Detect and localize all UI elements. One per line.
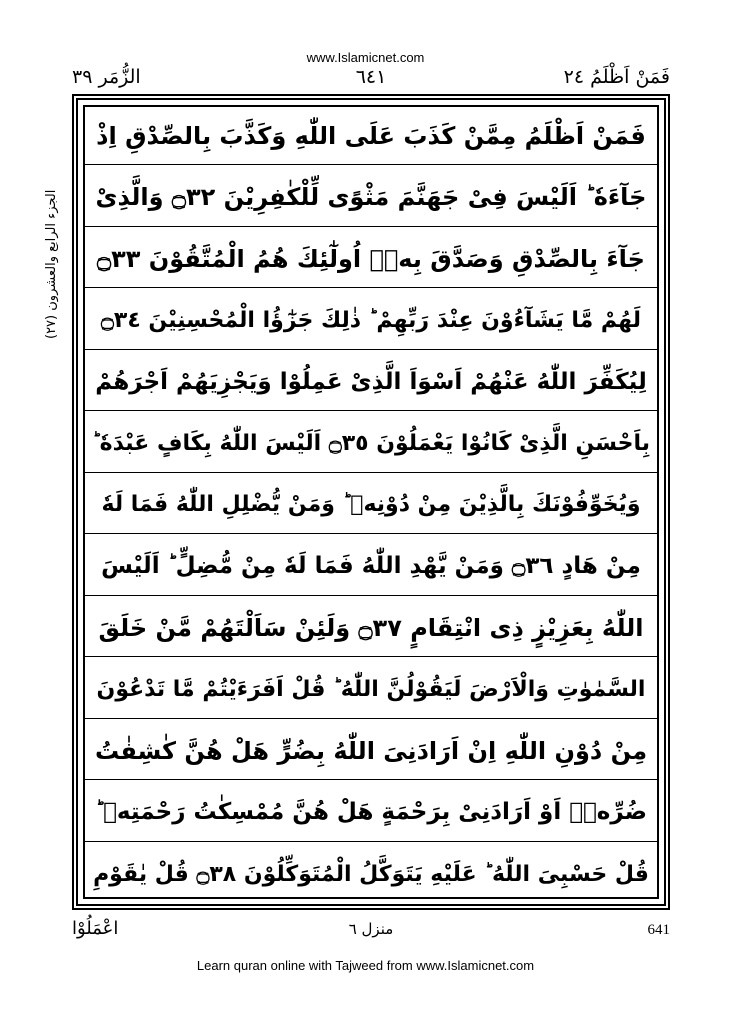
verse-text: لِيُكَفِّرَ اللّٰهُ عَنْهُمْ اَسْوَاَ الَّذِىْ عَمِلُوْا وَيَجْزِيَهُمْ اَجْرَهُمْ [95, 368, 647, 395]
verse-text: جَآءَ بِالصِّدْقِ وَصَدَّقَ بِهٖۤ اُولٰٓئِكَ هُمُ الْمُتَّقُوْنَ ۝٣٣ [97, 244, 645, 273]
verse-text: السَّمٰوٰتِ وَالْاَرْضَ لَيَقُوْلُنَّ اللّٰهُ ؕ قُلْ اَفَرَءَيْتُمْ مَّا تَدْعُوْنَ [96, 676, 646, 702]
verse-text: وَيُخَوِّفُوْنَكَ بِالَّذِيْنَ مِنْ دُوْنِهٖ ؕ وَمَنْ يُّضْلِلِ اللّٰهُ فَمَا لَهٗ [101, 492, 641, 517]
verse-line [85, 599, 657, 657]
verse-line [85, 661, 657, 719]
verse-line [85, 538, 657, 596]
verse-text: مِنْ دُوْنِ اللّٰهِ اِنْ اَرَادَنِىَ اللّٰهُ بِضُرٍّ هَلْ هُنَّ كٰشِفٰتُ [94, 736, 648, 765]
verse-line [85, 230, 657, 288]
page-number: 641 [647, 922, 670, 938]
verse-text: بِاَحْسَنِ الَّذِىْ كَانُوْا يَعْمَلُوْنَ ۝٣٥ اَلَيْسَ اللّٰهُ بِكَافٍ عَبْدَهٗ ؕ [91, 430, 651, 456]
verse-line [85, 169, 657, 227]
page-footer [72, 918, 670, 944]
verse-line [85, 353, 657, 411]
verse-text: اللّٰهُ بِعَزِيْزٍ ذِى انْتِقَامٍ ۝٣٧ وَلَئِنْ سَاَلْتَهُمْ مَّنْ خَلَقَ [98, 613, 644, 642]
verse-text: فَمَنْ اَظْلَمُ مِمَّنْ كَذَبَ عَلَى اللّٰهِ وَكَذَّبَ بِالصِّدْقِ اِذْ [96, 121, 646, 150]
text-area [83, 105, 659, 899]
verse-text: ضُرِّهٖۤ اَوْ اَرَادَنِىْ بِرَحْمَةٍ هَلْ هُنَّ مُمْسِكٰتُ رَحْمَتِهٖ ؕ [95, 799, 647, 825]
juz-name: فَمَنْ اَظْلَمُ ٢٤ [563, 66, 670, 88]
site-url[interactable]: www.Islamicnet.com [306, 50, 425, 65]
verse-text: مِنْ هَادٍ ۝٣٦ وَمَنْ يَّهْدِ اللّٰهُ فَمَا لَهٗ مِنْ مُّضِلٍّ ؕ اَلَيْسَ [101, 553, 641, 579]
catchword: اعْمَلُوْا [72, 918, 119, 939]
page-frame [72, 94, 670, 910]
verse-line [85, 845, 657, 903]
verse-text: جَآءَهٗ ؕ اَلَيْسَ فِىْ جَهَنَّمَ مَثْوًى لِّلْكٰفِرِيْنَ ۝٣٢ وَالَّذِىْ [95, 183, 647, 211]
bottom-promo-text[interactable]: Learn quran online with Tajweed from www.Islamicnet.com [196, 958, 535, 973]
verse-line [85, 784, 657, 842]
verse-line [85, 415, 657, 473]
verse-line [85, 722, 657, 780]
verse-line [85, 292, 657, 350]
page-header [72, 66, 670, 92]
verse-line [85, 107, 657, 165]
manzil-label: منزل ٦ [348, 920, 394, 938]
verse-text: لَهُمْ مَّا يَشَآءُوْنَ عِنْدَ رَبِّهِمْ ؕ ذٰلِكَ جَزٰٓؤُا الْمُحْسِنِيْنَ ۝٣٤ [101, 307, 641, 333]
verse-text: قُلْ حَسْبِىَ اللّٰهُ ؕ عَلَيْهِ يَتَوَكَّلُ الْمُتَوَكِّلُوْنَ ۝٣٨ قُلْ يٰقَوْمِ [93, 861, 649, 887]
verse-line [85, 476, 657, 534]
juz-margin-note: الجزء الرابع والعشرون (٢٧) [44, 189, 59, 339]
page-number-arabic: ٦٤١ [355, 66, 387, 88]
surah-name: الزُّمَر ٣٩ [72, 66, 141, 88]
